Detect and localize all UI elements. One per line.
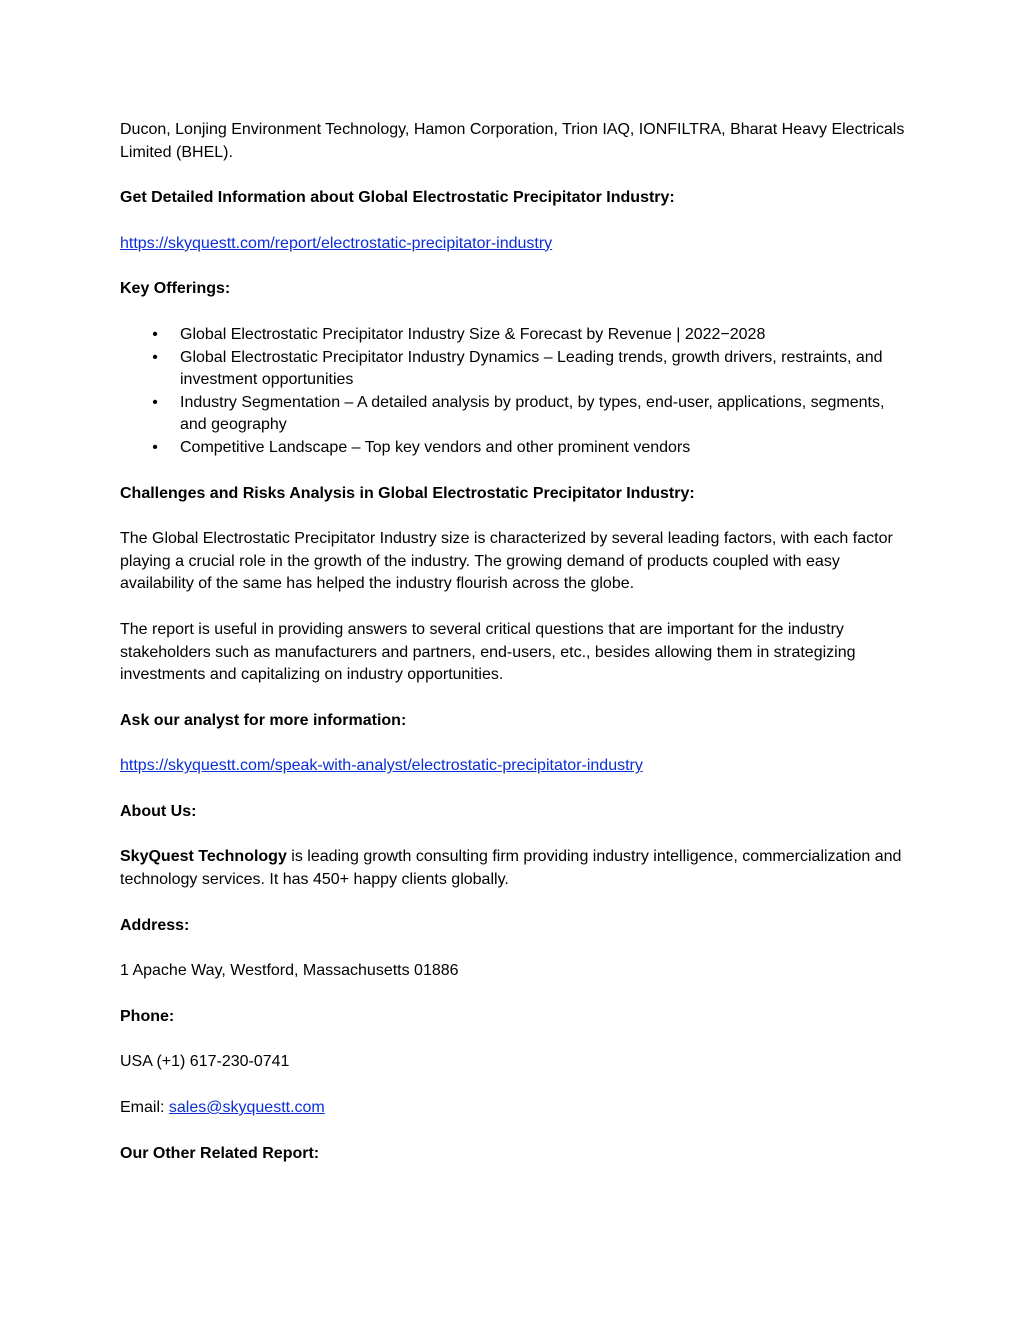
- analyst-heading: Ask our analyst for more information:: [120, 711, 407, 729]
- bullet-icon: •: [152, 348, 158, 366]
- analyst-link[interactable]: https://skyquestt.com/speak-with-analyst/electrostatic-precipitator-industry: [120, 757, 643, 775]
- address-value: 1 Apache Way, Westford, Massachusetts 01886: [120, 962, 459, 980]
- key-offerings-heading: Key Offerings:: [120, 280, 231, 298]
- challenges-paragraph-1: The Global Electrostatic Precipitator Industry size is characterized by several leading factors, with each factor playing a crucial role in the growth of the industry. The growing demand of products coupled with easy availability of the same has helped the industry flourish across the globe.: [120, 530, 893, 593]
- phone-heading: Phone:: [120, 1007, 175, 1025]
- about-description: is leading growth consulting firm providing industry intelligence, commercialization and technology services. It has 450+ happy clients globally.: [120, 848, 902, 889]
- report-link[interactable]: https://skyquestt.com/report/electrostatic-precipitator-industry: [120, 234, 553, 252]
- list-item: [120, 392, 910, 437]
- challenges-paragraph-2: The report is useful in providing answers to several critical questions that are important for the industry stakeholders such as manufacturers and partners, end-users, etc., besides allowing them in strategizing investments and capitalizing on industry opportunities.: [120, 620, 856, 684]
- about-paragraph: [120, 846, 910, 891]
- phone-value: USA (+1) 617-230-0741: [120, 1053, 290, 1071]
- about-heading: About Us:: [120, 802, 197, 820]
- list-item-text: Global Electrostatic Precipitator Industry Dynamics – Leading trends, growth drivers, restraints, and investment opportunities: [180, 348, 883, 389]
- list-item: [120, 324, 910, 347]
- list-item-text: Global Electrostatic Precipitator Industry Size & Forecast by Revenue | 2022−2028: [180, 325, 766, 343]
- analyst-link-line: [120, 755, 910, 778]
- address-heading: Address:: [120, 916, 190, 934]
- key-offerings-list: [120, 324, 910, 460]
- email-link[interactable]: sales@skyquestt.com: [168, 1099, 325, 1117]
- company-name: SkyQuest Technology: [120, 848, 287, 866]
- document-page: [120, 119, 910, 1188]
- detailed-info-link-line: [120, 233, 910, 256]
- challenges-heading: Challenges and Risks Analysis in Global Electrostatic Precipitator Industry:: [120, 484, 695, 502]
- bullet-icon: •: [152, 325, 158, 343]
- list-item-text: Industry Segmentation – A detailed analysis by product, by types, end-user, applications, segments, and geography: [180, 393, 885, 434]
- list-item: [120, 437, 910, 460]
- list-item: [120, 347, 910, 392]
- intro-paragraph: Ducon, Lonjing Environment Technology, Hamon Corporation, Trion IAQ, IONFILTRA, Bharat Heavy Electricals Limited (BHEL).: [120, 121, 905, 161]
- bullet-icon: •: [152, 393, 158, 411]
- list-item-text: Competitive Landscape – Top key vendors and other prominent vendors: [180, 438, 691, 456]
- related-report-heading: Our Other Related Report:: [120, 1144, 320, 1162]
- email-label: Email:: [120, 1099, 169, 1117]
- detailed-info-heading: Get Detailed Information about Global Electrostatic Precipitator Industry:: [120, 189, 675, 207]
- email-line: [120, 1097, 910, 1120]
- bullet-icon: •: [152, 438, 158, 456]
